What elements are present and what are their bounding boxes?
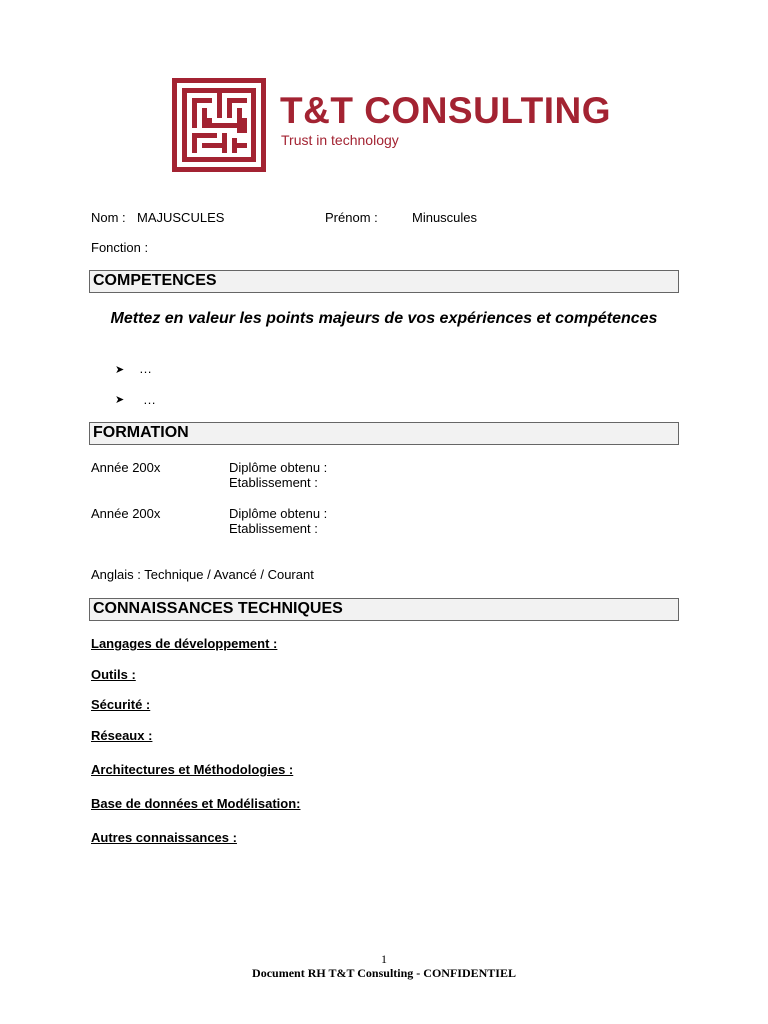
formation-annee: Année 200x — [91, 506, 161, 521]
knowledge-item-base-donnees: Base de données et Modélisation: — [91, 796, 301, 811]
knowledge-item-reseaux: Réseaux : — [91, 728, 153, 743]
formation-heading: FORMATION — [93, 424, 189, 441]
bullet-arrow-icon: ➤ — [115, 364, 125, 376]
nom-value: MAJUSCULES — [137, 210, 225, 225]
knowledge-item-outils: Outils : — [91, 667, 136, 682]
connaissances-section-header — [89, 598, 679, 621]
competence-bullet: … — [139, 361, 152, 376]
competence-bullet: … — [143, 392, 156, 407]
formation-annee: Année 200x — [91, 460, 161, 475]
nom-label: Nom : — [91, 210, 126, 225]
competences-section-header — [89, 270, 679, 293]
competences-intro: Mettez en valeur les points majeurs de vos expériences et compétences — [110, 310, 658, 327]
formation-section-header — [89, 422, 679, 445]
formation-etablissement: Etablissement : — [229, 521, 318, 536]
footer-text: Document RH T&T Consulting - CONFIDENTIEL — [252, 966, 516, 980]
prenom-label: Prénom : — [325, 210, 378, 225]
formation-etablissement: Etablissement : — [229, 475, 318, 490]
page-number: 1 — [381, 952, 387, 966]
competences-heading: COMPETENCES — [93, 272, 217, 289]
knowledge-item-langages: Langages de développement : — [91, 636, 278, 651]
prenom-value: Minuscules — [412, 210, 478, 225]
company-tagline: Trust in technology — [281, 132, 399, 148]
knowledge-item-architectures: Architectures et Méthodologies : — [91, 762, 294, 777]
anglais-level: Anglais : Technique / Avancé / Courant — [91, 567, 314, 582]
knowledge-item-securite: Sécurité : — [91, 697, 151, 712]
fonction-label: Fonction : — [91, 240, 149, 255]
knowledge-item-autres: Autres connaissances : — [91, 830, 237, 845]
formation-diplome: Diplôme obtenu : — [229, 460, 328, 475]
maze-logo-icon — [172, 78, 266, 172]
bullet-arrow-icon: ➤ — [115, 394, 125, 406]
connaissances-heading: CONNAISSANCES TECHNIQUES — [93, 600, 343, 617]
company-logo — [160, 68, 612, 180]
company-name: T&T CONSULTING — [280, 90, 612, 131]
formation-diplome: Diplôme obtenu : — [229, 506, 328, 521]
